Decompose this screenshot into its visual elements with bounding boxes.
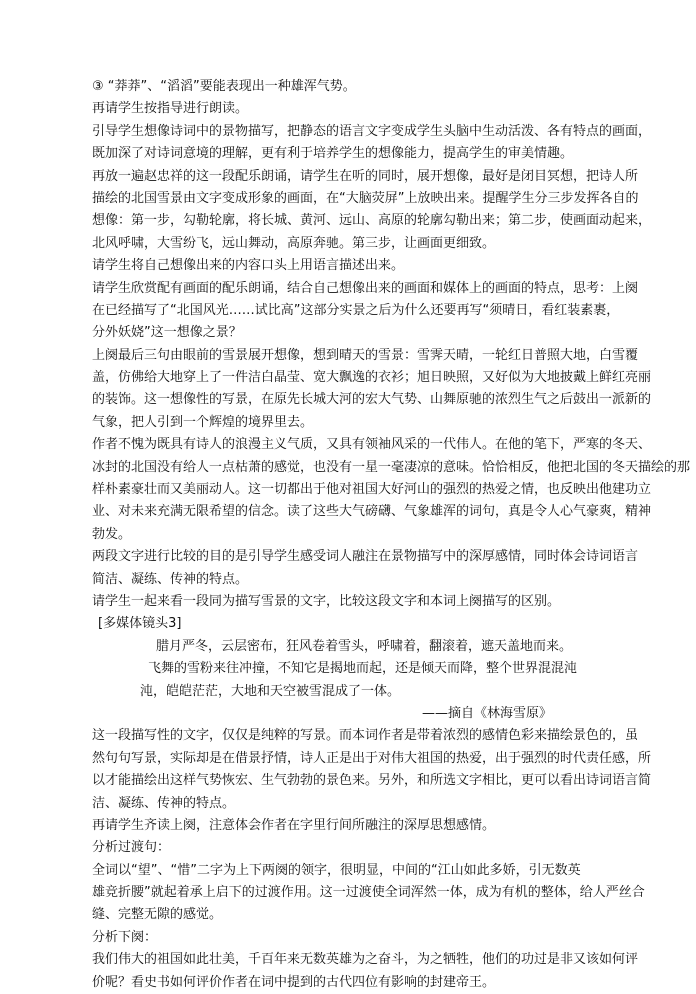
media-label: [多媒体镜头3]: [98, 616, 182, 632]
text-line: 洁、凝练、传神的特点。: [92, 795, 236, 811]
text-line: 价呢？看史书如何评价作者在词中提到的古代四位有影响的封建帝王。: [92, 974, 496, 990]
text-line: 冰封的北国没有给人一点枯萧的感觉，也没有一星一毫凄凉的意味。恰恰相反，他把北国的冬天描绘的那: [92, 459, 691, 475]
text-line: 想像：第一步，勾勒轮廓，将长城、黄河、远山、高原的轮廓勾勒出来；第二步，使画面动起来，: [92, 213, 652, 229]
text-line: 分析下阕：: [92, 929, 158, 945]
text-line: 缝、完整无隙的感觉。: [92, 907, 223, 923]
text-line: 这一段描写性的文字，仅仅是纯粹的写景。而本词作者是带着浓烈的感情色彩来描绘景色的，虽: [92, 728, 639, 744]
text-line: 以才能描绘出这样气势恢宏、生气勃勃的景色来。另外，和所选文字相比，更可以看出诗词语言简: [92, 773, 652, 789]
text-line: 我们伟大的祖国如此壮美，千百年来无数英雄为之奋斗，为之牺牲，他们的功过是非又该如何评: [92, 952, 639, 968]
text-line: 简洁、凝练、传神的特点。: [92, 571, 249, 587]
text-line: 两段文字进行比较的目的是引导学生感受词人融注在景物描写中的深厚感情，同时体会诗词语言: [92, 549, 639, 565]
quote-line: 飞舞的雪粉来往冲撞，不知它是揭地而起，还是倾天而降，整个世界混混沌: [148, 661, 578, 677]
document-body: [92, 76, 691, 994]
text-line: 描绘的北国雪景由文字变成形象的画面，在“大脑荧屏”上放映出来。提醒学生分三步发挥各自的: [92, 190, 639, 206]
text-line: 在已经描写了“北国风光……试比高”这部分实景之后为什么还要再写“须晴日，看红装素裹，: [92, 302, 620, 318]
text-line: 请学生将自己想像出来的内容口头上用语言描述出来。: [92, 258, 405, 274]
text-line: 再放一遍赵忠祥的这一段配乐朗诵，请学生在听的同时，展开想像，最好是闭目冥想，把诗人所: [92, 168, 639, 184]
text-line: 样朴素豪壮而又美丽动人。这一切都出于他对祖国大好河山的强烈的热爱之情，也反映出他建功立: [92, 482, 652, 498]
text-line: ③ “莽莽”、“滔滔”要能表现出一种雄浑气势。: [92, 79, 356, 94]
text-line: 请学生欣赏配有画面的配乐朗诵，结合自己想像出来的画面和媒体上的画面的特点，思考：上阕: [92, 280, 639, 296]
text-line: 雄竞折腰”就起着承上启下的过渡作用。这一过渡使全词浑然一体，成为有机的整体，给人严丝合: [92, 885, 645, 901]
text-line: 请学生一起来看一段同为描写雪景的文字，比较这段文字和本词上阕描写的区别。: [92, 593, 561, 609]
text-line: 分外妖娆”这一想像之景？: [92, 325, 242, 341]
text-line: 的装饰。这一想像性的写景，在原先长城大河的宏大气势、山舞原驰的浓烈生气之后鼓出一派新的: [92, 392, 652, 408]
text-line: 既加深了对诗词意境的理解，更有利于培养学生的想像能力，提高学生的审美情趣。: [92, 146, 574, 162]
text-line: 气象，把人引到一个辉煌的境界里去。: [92, 414, 314, 430]
text-line: 北风呼啸，大雪纷飞，远山舞动，高原奔驰。第三步，让画面更细致。: [92, 235, 496, 251]
text-line: 勃发。: [92, 526, 132, 542]
text-line: 引导学生想像诗词中的景物描写，把静态的语言文字变成学生头脑中生动活泼、各有特点的画面，: [92, 123, 652, 139]
quote-line: 沌，皑皑茫茫，大地和天空被雪混成了一体。: [140, 683, 401, 699]
text-line: 业、对未来充满无限希望的信念。读了这些大气磅礴、气象雄浑的词句，真是令人心气豪爽，精神: [92, 504, 652, 520]
quote-source: ——摘自《林海雪原》: [422, 705, 553, 721]
text-line: 然句句写景，实际却是在借景抒情，诗人正是出于对伟大祖国的热爱，出于强烈的时代责任感，所: [92, 750, 652, 766]
text-line: 盖，仿佛给大地穿上了一件洁白晶莹、宽大飘逸的衣衫；旭日映照，又好似为大地披戴上鲜红亮丽: [92, 370, 652, 386]
text-line: 再请学生按指导进行朗读。: [92, 101, 249, 117]
quote-line: 腊月严冬，云层密布，狂风卷着雪头，呼啸着，翻滚着，遮天盖地而来。: [156, 638, 573, 654]
text-line: 再请学生齐读上阕，注意体会作者在字里行间所融注的深厚思想感情。: [92, 817, 496, 833]
text-line: 上阕最后三句由眼前的雪景展开想像，想到晴天的雪景：雪霁天晴，一轮红日普照大地，白雪覆: [92, 347, 639, 363]
text-line: 作者不愧为既具有诗人的浪漫主义气质，又具有领袖风采的一代伟人。在他的笔下，严寒的冬天、: [92, 437, 652, 453]
text-line: 分析过渡句：: [92, 840, 171, 856]
text-line: 全词以“望”、“惜”二字为上下两阕的领字，很明显，中间的“江山如此多娇，引无数英: [92, 862, 581, 878]
